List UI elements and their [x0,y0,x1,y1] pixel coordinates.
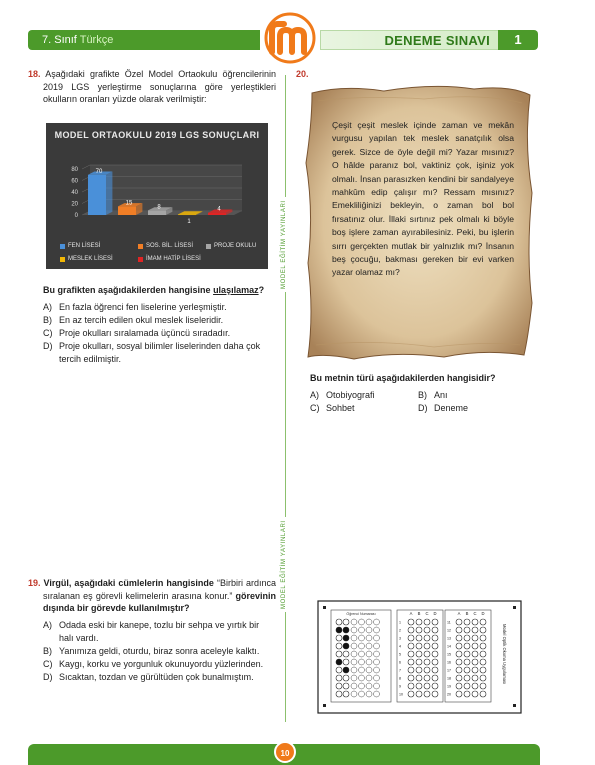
answer-bubble [424,619,430,625]
number-bubble [336,619,342,625]
answer-bubble [464,659,470,665]
answer-bubble [464,651,470,657]
optic-side-text: Model Optik Okuma Uygulaması [502,624,507,685]
answer-bubble [472,619,478,625]
legend-swatch [60,244,65,249]
y-tick-label: 0 [74,213,78,219]
option-d[interactable]: D) Deneme [418,402,469,413]
answer-bubble [480,691,486,697]
answer-bubble [424,651,430,657]
answer-row-number: 17 [447,668,451,673]
answer-row-number: 9 [399,684,401,689]
answer-bubble [456,635,462,641]
answer-bubble [464,627,470,633]
bar-data-label: 8 [157,204,161,211]
number-bubble [343,627,349,633]
answer-bubble [480,659,486,665]
number-bubble [343,651,349,657]
answer-row-number: 1 [399,620,401,625]
option-d[interactable]: D) Sıcaktan, tozdan ve gürültüden çok bunalmıştım. [43,671,254,682]
question-20-number: 20. [296,69,309,79]
number-bubble [359,643,365,649]
question-prompt-1: Virgül, aşağıdaki cümlelerin hangisinde [43,578,214,588]
legend-label: İMAM HATİP LİSESİ [146,256,201,262]
number-bubble [336,683,342,689]
bar [178,214,196,215]
answer-bubble [472,651,478,657]
answer-row-number: 5 [399,652,401,657]
exam-number: 1 [498,30,538,50]
number-bubble [374,667,380,673]
answer-bubble [424,667,430,673]
number-bubble [336,659,342,665]
reading-passage: Çeşit çeşit meslek içinde zaman ve mekân vurgusu yapılan tek meslek sanatçılık olsa gerek. Sizce de öyle değil mi? Yazar mısınız? O hâlde paranız bol, vaktiniz çok, işiniz yok olmalı. İnsan parasızken kendini bir sandalyeye mahkûm edip çalışır mı? Ressam mısınız? Emekliliğinizi bekleyin, o zaman bol bol fırsatınız olur. İllaki sırtınız pek olmalı ki böyle boş işlere zaman ayırabilesiniz. Peki, bu işlerin sırrı gerçekten mutlak bir yalnızlık mı? İnsanın beş çocuğu, bakması gereken bir evi varken yazar olamaz mı? [332,120,514,278]
answer-bubble [408,675,414,681]
answer-bubble [472,643,478,649]
option-c[interactable]: C) Kaygı, korku ve yorgunluk okunuyordu yüzlerinden. [43,658,264,669]
grid-line-diag [82,165,90,169]
answer-bubble [472,683,478,689]
answer-column-letter: D [433,611,437,616]
answer-bubble [424,635,430,641]
question-prompt-end: ? [258,285,265,295]
option-d[interactable]: D) Proje okulları, sosyal bilimler liselerinden daha çok tercih edilmiştir. [43,340,261,364]
bar-data-label: 4 [217,206,221,213]
number-bubble [359,691,365,697]
answer-bubble [432,627,438,633]
number-bubble [366,675,372,681]
answer-bubble [424,643,430,649]
option-c[interactable]: C) Sohbet [310,402,355,413]
answer-row-number: 2 [399,628,401,633]
number-bubble [359,667,365,673]
exam-title: DENEME SINAVI [320,30,498,50]
answer-bubble [408,619,414,625]
number-bubble [336,691,342,697]
number-bubble [374,675,380,681]
legend-item [206,243,256,249]
option-a[interactable]: A) Odada eski bir kanepe, tozlu bir sehpa ve yırtık bir halı vardı. [43,619,260,643]
number-bubble [374,627,380,633]
number-bubble [336,651,342,657]
question-prompt-2: görevinin dışında bir görevde kullanılmıştır? [43,590,276,614]
question-19 [28,577,276,684]
option-b[interactable]: B) En az tercih edilen okul meslek liseleridir. [43,314,224,325]
answer-bubble [472,675,478,681]
answer-bubble [432,683,438,689]
answer-bubble [432,675,438,681]
answer-row-number: 10 [399,692,403,697]
bar-side [106,172,112,215]
publisher-logo [256,12,324,64]
answer-bubble [416,691,422,697]
answer-bubble [432,643,438,649]
y-tick-label: 20 [71,201,78,208]
number-bubble [343,683,349,689]
answer-bubble [424,683,430,689]
question-intro: Aşağıdaki grafikte Özel Model Ortaokulu öğrencilerinin 2019 LGS yerleştirme sonuçlarına göre yerleştikleri okulların oranları yüzde olarak verilmiştir: [43,69,276,105]
number-bubble [374,635,380,641]
answer-row-number: 11 [447,620,451,625]
option-a[interactable]: A) En fazla öğrenci fen liselerine yerleşmiştir. [43,301,227,312]
number-bubble [343,667,349,673]
answer-column-letter: B [465,611,469,616]
legend-item [138,243,193,249]
number-bubble [351,643,357,649]
answer-bubble [416,667,422,673]
number-bubble [351,635,357,641]
answer-column-letter: B [417,611,421,616]
legend-swatch [60,257,65,262]
number-bubble [359,651,365,657]
number-bubble [343,643,349,649]
number-bubble [366,659,372,665]
answer-row-number: 6 [399,660,401,665]
question-prompt: Bu grafikten aşağıdakilerden hangisine [43,285,211,295]
number-bubble [366,635,372,641]
question-number: 18. [28,69,41,79]
number-bubble [336,635,342,641]
answer-bubble [416,683,422,689]
number-bubble [336,667,342,673]
answer-row-number: 14 [447,644,451,649]
answer-bubble [464,619,470,625]
number-bubble [359,627,365,633]
number-bubble [366,619,372,625]
question-18-options [28,284,276,366]
answer-bubble [432,635,438,641]
answer-row-number: 3 [399,636,401,641]
answer-bubble [456,619,462,625]
number-bubble [343,675,349,681]
column-divider [285,75,286,722]
legend-item [60,243,100,249]
answer-column-letter: D [481,611,485,616]
answer-row-number: 15 [447,652,451,657]
answer-bubble [472,635,478,641]
number-bubble [351,683,357,689]
answer-bubble [408,643,414,649]
corner-mark [513,704,516,707]
number-bubble [359,635,365,641]
number-bubble [366,683,372,689]
answer-bubble [416,643,422,649]
answer-bubble [480,635,486,641]
number-bubble [343,659,349,665]
answer-bubble [480,643,486,649]
answer-bubble [464,683,470,689]
number-bubble [359,683,365,689]
grade-label: 7. Sınıf [42,34,77,46]
number-bubble [336,675,342,681]
bar-data-label: 1 [187,219,191,225]
answer-bubble [416,659,422,665]
answer-bubble [416,651,422,657]
bar [118,206,136,215]
bar [208,213,226,215]
side-label-top: MODEL EĞİTİM YAYINLARI [281,197,287,292]
answer-bubble [480,675,486,681]
number-bubble [336,643,342,649]
page-number: 10 [274,741,296,763]
answer-bubble [408,659,414,665]
answer-bubble [456,683,462,689]
legend-label: MESLEK LİSESİ [68,256,113,262]
answer-bubble [472,667,478,673]
answer-bubble [472,691,478,697]
number-bubble [374,691,380,697]
corner-mark [323,704,326,707]
number-bubble [374,643,380,649]
number-bubble [343,619,349,625]
answer-row-number: 12 [447,628,451,633]
number-bubble [359,619,365,625]
number-bubble [366,651,372,657]
side-label-bottom: MODEL EĞİTİM YAYINLARI [281,517,287,612]
answer-column-letter: C [425,611,429,616]
legend-item [138,256,201,262]
legend-label: FEN LİSESİ [68,243,101,249]
answer-row-number: 18 [447,676,451,681]
answer-bubble [432,691,438,697]
optical-answer-form [317,600,522,714]
number-bubble [351,659,357,665]
number-bubble [374,659,380,665]
legend-label: SOS. BİL. LİSESİ [146,243,194,249]
answer-bubble [480,619,486,625]
answer-bubble [424,691,430,697]
number-bubble [351,667,357,673]
answer-bubble [456,659,462,665]
answer-bubble [408,651,414,657]
option-b[interactable]: B) Yanımıza geldi, oturdu, biraz sonra aceleyle kalktı. [43,645,260,656]
answer-row-number: 20 [447,692,451,697]
number-bubble [351,691,357,697]
number-bubble [366,691,372,697]
answer-bubble [408,691,414,697]
answer-bubble [456,675,462,681]
corner-mark [323,606,326,609]
grade-subject-banner [28,30,260,50]
answer-bubble [464,635,470,641]
number-bubble [351,619,357,625]
answer-bubble [416,619,422,625]
answer-bubble [464,675,470,681]
question-prompt: Bu metnin türü aşağıdakilerden hangisidir? [310,373,496,383]
answer-bubble [456,627,462,633]
answer-bubble [432,651,438,657]
answer-bubble [472,627,478,633]
option-a[interactable]: A) Otobiyografi [310,389,375,400]
y-tick-label: 60 [71,178,78,185]
number-bubble [366,643,372,649]
answer-bubble [416,627,422,633]
number-bubble [351,675,357,681]
y-tick-label: 40 [71,190,78,196]
legend-label: PROJE OKULU [214,243,257,249]
question-20 [310,372,540,415]
question-18 [28,68,276,106]
bar-chart [46,123,268,269]
legend-swatch [206,244,211,249]
answer-bubble [456,651,462,657]
number-bubble [359,659,365,665]
question-quote: “Birbiri ardınca sıralanan eş görevli kelimelerin arasına konur.” [43,578,276,601]
student-number-label: Öğrenci Numarası [346,612,376,616]
number-bubble [336,627,342,633]
bar-data-label: 70 [95,168,103,175]
chart-title: MODEL ORTAOKULU 2019 LGS SONUÇLARI [54,130,260,140]
answer-row-number: 8 [399,676,401,681]
answer-bubble [408,667,414,673]
legend-swatch [138,244,143,249]
y-tick-label: 80 [71,167,78,173]
subject-label: Türkçe [79,34,114,46]
answer-bubble [464,691,470,697]
answer-row-number: 16 [447,660,451,665]
answer-bubble [432,659,438,665]
answer-bubble [424,675,430,681]
answer-row-number: 7 [399,668,401,673]
answer-bubble [416,635,422,641]
bar-data-label: 15 [125,200,133,207]
answer-bubble [432,667,438,673]
corner-mark [513,606,516,609]
answer-bubble [408,635,414,641]
legend-item [60,256,113,262]
answer-bubble [456,691,462,697]
answer-bubble [464,667,470,673]
answer-column-letter: A [457,611,461,616]
legend-swatch [138,257,143,262]
answer-bubble [472,659,478,665]
answer-bubble [408,627,414,633]
answer-bubble [416,675,422,681]
bar [148,210,166,215]
answer-row-number: 13 [447,636,451,641]
chart-plot [46,123,268,243]
answer-bubble [408,683,414,689]
number-bubble [374,619,380,625]
question-prompt-underlined: ulaşılamaz [213,285,259,295]
answer-bubble [456,643,462,649]
number-bubble [366,627,372,633]
answer-bubble [432,619,438,625]
answer-row-number: 4 [399,644,401,649]
answer-bubble [456,667,462,673]
number-bubble [343,691,349,697]
answer-bubble [480,627,486,633]
number-bubble [374,651,380,657]
number-bubble [351,627,357,633]
number-bubble [366,667,372,673]
question-number: 19. [28,578,41,588]
number-bubble [343,635,349,641]
answer-bubble [464,643,470,649]
number-bubble [359,675,365,681]
option-c[interactable]: C) Proje okulları sıralamada üçüncü sıradadır. [43,327,231,338]
answer-bubble [480,683,486,689]
answer-bubble [424,659,430,665]
answer-bubble [480,667,486,673]
bar [88,175,106,215]
answer-column-letter: A [409,611,413,616]
answer-column-letter: C [473,611,477,616]
number-bubble [374,683,380,689]
answer-bubble [480,651,486,657]
number-bubble [351,651,357,657]
answer-bubble [424,627,430,633]
answer-row-number: 19 [447,684,451,689]
option-b[interactable]: B) Anı [418,389,448,400]
